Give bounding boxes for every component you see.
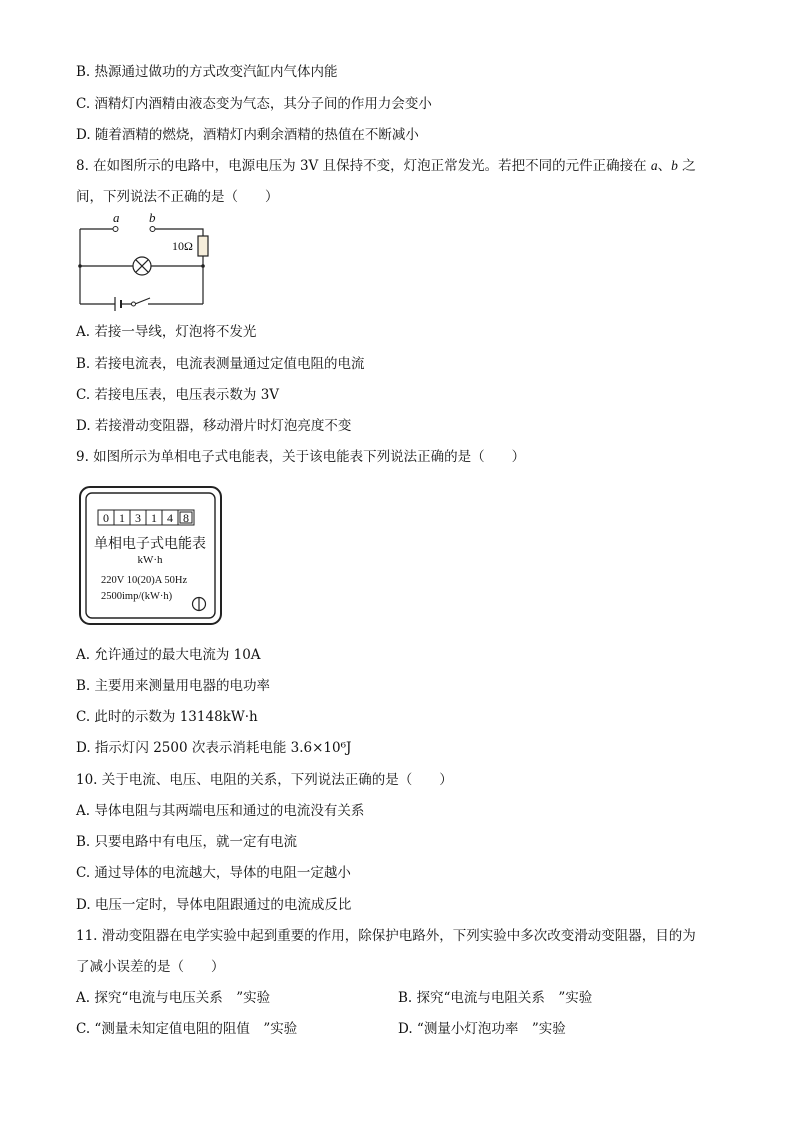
terminal-b xyxy=(150,227,155,232)
q9-option-c: C. 此时的示数为 13148kW·h xyxy=(76,709,258,725)
lamp-cross xyxy=(136,260,149,273)
q8-stem-part2: 之 xyxy=(677,158,696,174)
resistor-symbol xyxy=(198,236,208,256)
meter-digit: 8 xyxy=(183,511,189,525)
q7-option-d: D. 随着酒精的燃烧，酒精灯内剩余酒精的热值在不断减小 xyxy=(76,127,419,143)
meter-title: 单相电子式电能表 xyxy=(94,537,206,552)
q8-option-c: C. 若接电压表，电压表示数为 3V xyxy=(76,387,280,403)
wire-top-right xyxy=(155,229,203,236)
q11-stem-line2: 了减小误差的是（ ） xyxy=(76,959,225,975)
q9-stem: 9. 如图所示为单相电子式电能表，关于该电能表下列说法正确的是（ ） xyxy=(76,449,526,465)
q11-stem-line1: 11. 滑动变阻器在电学实验中起到重要的作用，除保护电路外，下列实验中多次改变滑动变阻器，目的为 xyxy=(76,928,696,944)
junction-left xyxy=(78,264,82,268)
label-a: a xyxy=(113,210,120,225)
q8-option-a: A. 若接一导线，灯泡将不发光 xyxy=(76,324,257,340)
meter-digit: 1 xyxy=(119,511,125,525)
q11-option-c: C. “测量未知定值电阻的阻值 ”实验 xyxy=(76,1021,298,1037)
meter-digit: 4 xyxy=(167,511,173,525)
q10-stem: 10. 关于电流、电压、电阻的关系，下列说法正确的是（ ） xyxy=(76,772,453,788)
meter-spec-2: 2500imp/(kW·h) xyxy=(101,591,173,602)
junction-right xyxy=(201,264,205,268)
q11-option-d: D. “测量小灯泡功率 ”实验 xyxy=(398,1021,566,1037)
q8-option-d: D. 若接滑动变阻器，移动滑片时灯泡亮度不变 xyxy=(76,418,352,434)
q7-option-c: C. 酒精灯内酒精由液态变为气态，其分子间的作用力会变小 xyxy=(76,96,432,112)
q10-option-d: D. 电压一定时，导体电阻跟通过的电流成反比 xyxy=(76,897,352,913)
q9-option-d: D. 指示灯闪 2500 次表示消耗电能 3.6×10⁶J xyxy=(76,740,352,756)
q8-stem-line1 xyxy=(76,157,696,175)
resistor-label: 10Ω xyxy=(172,239,193,253)
q8-option-b: B. 若接电流表，电流表测量通过定值电阻的电流 xyxy=(76,356,365,372)
q10-option-c: C. 通过导体的电流越大，导体的电阻一定越小 xyxy=(76,865,351,881)
q9-option-a: A. 允许通过的最大电流为 10A xyxy=(76,647,261,663)
q9-energy-meter xyxy=(79,486,223,626)
q7-option-b: B. 热源通过做功的方式改变汽缸内气体内能 xyxy=(76,64,338,80)
q9-option-b: B. 主要用来测量用电器的电功率 xyxy=(76,678,271,694)
label-b: b xyxy=(149,210,156,225)
q8-circuit-diagram xyxy=(74,208,214,314)
q10-option-b: B. 只要电路中有电压，就一定有电流 xyxy=(76,834,298,850)
meter-spec-1: 220V 10(20)A 50Hz xyxy=(101,575,188,586)
meter-digit: 1 xyxy=(151,511,157,525)
switch-lever xyxy=(135,298,150,304)
q11-option-a: A. 探究“电流与电压关系 ”实验 xyxy=(76,990,271,1006)
q8-var-b: b xyxy=(671,158,678,173)
switch-pivot xyxy=(132,302,136,306)
meter-digit: 0 xyxy=(103,511,109,525)
q8-sep: 、 xyxy=(657,158,672,174)
meter-unit: kW·h xyxy=(137,554,163,566)
q8-var-a: a xyxy=(650,158,658,173)
meter-digit: 3 xyxy=(135,511,141,525)
q10-option-a: A. 导体电阻与其两端电压和通过的电流没有关系 xyxy=(76,803,365,819)
q11-option-b: B. 探究“电流与电阻关系 ”实验 xyxy=(398,990,593,1006)
terminal-a xyxy=(113,227,118,232)
q8-stem-line2: 间，下列说法不正确的是（ ） xyxy=(76,189,279,205)
q8-stem-part1: 8. 在如图所示的电路中，电源电压为 3V 且保持不变，灯泡正常发光。若把不同的元件正确接在 xyxy=(76,158,651,174)
